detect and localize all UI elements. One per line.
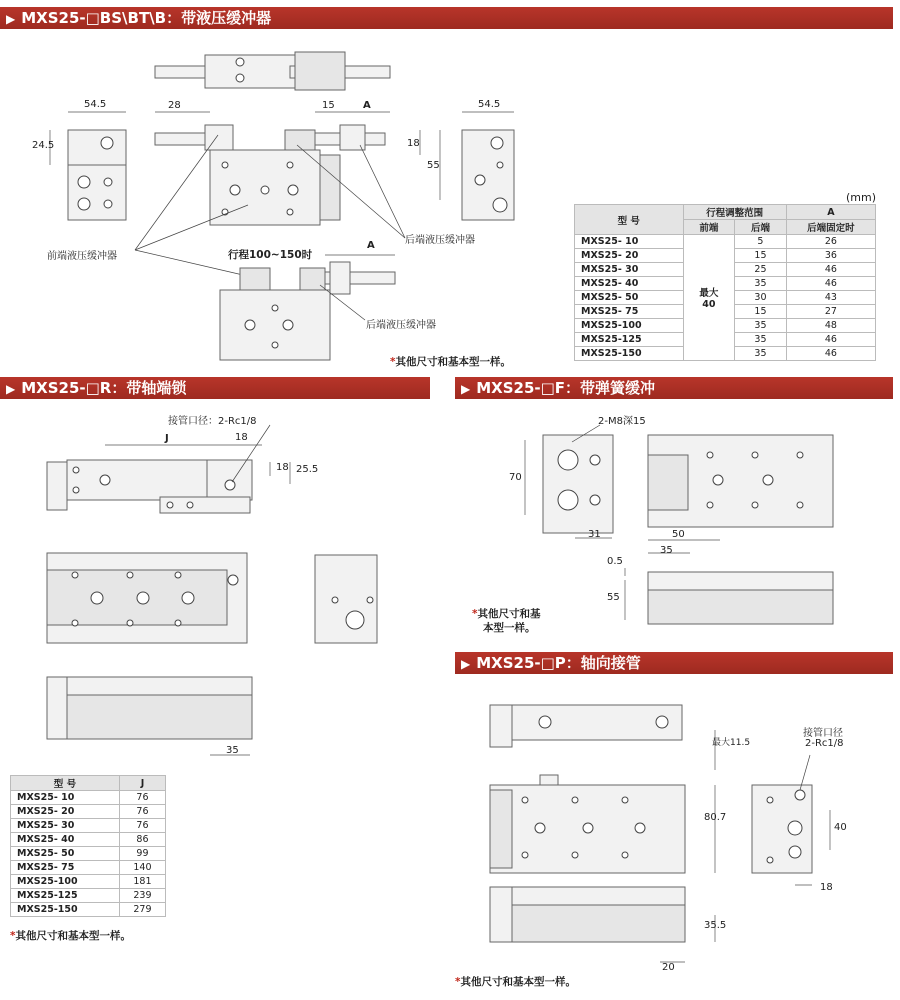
th-fixed: 后端固定时 xyxy=(786,220,875,235)
th-front: 前端 xyxy=(683,220,735,235)
s1-stroke-view xyxy=(220,255,395,360)
table-row xyxy=(11,861,166,875)
th-model: 型 号 xyxy=(575,205,684,235)
unit-label: (mm) xyxy=(846,191,877,204)
cell-model: MXS25- 20 xyxy=(11,805,120,819)
cell-model: MXS25- 10 xyxy=(11,791,120,805)
note-text: 其他尺寸和基 xyxy=(477,608,541,620)
dim-80-7: 80.7 xyxy=(704,812,727,823)
dim-18: 18 xyxy=(407,138,420,149)
cell-a: 48 xyxy=(786,319,875,333)
cell-j: 181 xyxy=(119,875,165,889)
cell-j: 86 xyxy=(119,833,165,847)
dim-18: 18 xyxy=(820,882,833,893)
note-s2 xyxy=(10,928,131,943)
port-label-2: 2-Rc1/8 xyxy=(805,738,844,749)
cell-model: MXS25- 20 xyxy=(575,249,684,263)
cell-rear: 25 xyxy=(735,263,787,277)
s2-side-view xyxy=(47,553,247,643)
s1-top-view xyxy=(155,52,390,90)
star-icon: * xyxy=(472,608,478,620)
note-s4 xyxy=(455,974,576,989)
table-row xyxy=(11,847,166,861)
label-rear-buffer: 后端液压缓冲器 xyxy=(405,235,475,246)
cell-model: MXS25- 75 xyxy=(11,861,120,875)
port-label: 接管口径：2-Rc1/8 xyxy=(168,416,257,427)
note-s1 xyxy=(390,354,511,369)
cell-model: MXS25- 30 xyxy=(11,819,120,833)
cell-a: 26 xyxy=(786,235,875,249)
dim-20: 20 xyxy=(662,962,675,973)
table-row xyxy=(11,805,166,819)
s2-j-table xyxy=(10,775,166,917)
dim-a: A xyxy=(363,100,371,111)
label-front-buffer: 前端液压缓冲器 xyxy=(47,251,117,262)
section-title: MXS25-□R：带轴端锁 xyxy=(21,379,187,397)
dim-35: 35 xyxy=(226,745,239,756)
th-range: 行程调整范围 xyxy=(683,205,786,220)
dim-j: J xyxy=(165,433,169,444)
dim-24-5: 24.5 xyxy=(32,140,55,151)
cell-model: MXS25- 75 xyxy=(575,305,684,319)
cell-a: 36 xyxy=(786,249,875,263)
cell-rear: 35 xyxy=(735,333,787,347)
s4-side-view xyxy=(490,775,715,873)
s4-top-view xyxy=(490,705,715,770)
cell-j: 279 xyxy=(119,903,165,917)
cell-j: 76 xyxy=(119,791,165,805)
triangle-icon: ▶ xyxy=(461,382,471,396)
cell-rear: 15 xyxy=(735,305,787,319)
cell-rear: 35 xyxy=(735,319,787,333)
cell-a: 46 xyxy=(786,263,875,277)
dim-0-5: 0.5 xyxy=(607,556,623,567)
s4-end-view xyxy=(752,755,830,885)
table-row xyxy=(11,791,166,805)
dim-54-5-left: 54.5 xyxy=(84,99,107,110)
cell-model: MXS25-100 xyxy=(11,875,120,889)
section-title: MXS25-□F：带弹簧缓冲 xyxy=(476,379,656,397)
dim-31: 31 xyxy=(588,529,601,540)
cell-a: 46 xyxy=(786,347,875,361)
cell-j: 76 xyxy=(119,819,165,833)
cell-rear: 5 xyxy=(735,235,787,249)
table-row xyxy=(11,819,166,833)
cell-a: 46 xyxy=(786,277,875,291)
s2-bottom-view xyxy=(47,677,252,755)
table-row xyxy=(11,889,166,903)
dim-15: 15 xyxy=(322,100,335,111)
cell-model: MXS25- 30 xyxy=(575,263,684,277)
s3-end-view xyxy=(525,425,613,538)
cell-j: 140 xyxy=(119,861,165,875)
section-title: MXS25-□BS\BT\B：带液压缓冲器 xyxy=(21,9,272,27)
th-j: J xyxy=(119,776,165,791)
s2-end-view xyxy=(315,555,377,643)
dim-25-5: 25.5 xyxy=(296,464,319,475)
th-model: 型 号 xyxy=(11,776,120,791)
dim-55: 55 xyxy=(427,160,440,171)
cell-rear: 15 xyxy=(735,249,787,263)
cell-model: MXS25- 10 xyxy=(575,235,684,249)
triangle-icon: ▶ xyxy=(461,657,471,671)
cell-rear: 30 xyxy=(735,291,787,305)
dim-70: 70 xyxy=(509,472,522,483)
cell-a: 27 xyxy=(786,305,875,319)
table-row xyxy=(575,235,876,249)
dim-35-5: 35.5 xyxy=(704,920,727,931)
s3-side-view xyxy=(648,435,833,540)
note-text: 其他尺寸和基本型一样。 xyxy=(460,976,576,988)
cell-model: MXS25- 40 xyxy=(11,833,120,847)
thread-label: 2-M8深15 xyxy=(598,416,646,427)
cell-rear: 35 xyxy=(735,277,787,291)
dim-40: 40 xyxy=(834,822,847,833)
s4-bottom-view xyxy=(490,887,715,962)
star-icon: * xyxy=(390,356,396,368)
dim-50: 50 xyxy=(672,529,685,540)
th-a: A xyxy=(786,205,875,220)
cell-model: MXS25-100 xyxy=(575,319,684,333)
note-s3-line2: 本型一样。 xyxy=(483,622,536,634)
star-icon: * xyxy=(10,930,16,942)
cell-model: MXS25-125 xyxy=(11,889,120,903)
triangle-icon: ▶ xyxy=(6,382,16,396)
th-rear: 后端 xyxy=(735,220,787,235)
dim-max-11-5: 最大11.5 xyxy=(712,738,751,748)
s1-spec-table xyxy=(574,204,876,361)
section-title: MXS25-□P：轴向接管 xyxy=(476,654,641,672)
cell-j: 99 xyxy=(119,847,165,861)
table-row xyxy=(11,833,166,847)
triangle-icon: ▶ xyxy=(6,12,16,26)
star-icon: * xyxy=(455,976,461,988)
dim-55: 55 xyxy=(607,592,620,603)
dim-a-2: A xyxy=(367,240,375,251)
note-text: 其他尺寸和基本型一样。 xyxy=(395,356,511,368)
cell-model: MXS25- 50 xyxy=(575,291,684,305)
cell-a: 46 xyxy=(786,333,875,347)
cell-model: MXS25- 50 xyxy=(11,847,120,861)
dim-18-side: 18 xyxy=(276,462,289,473)
cell-rear: 35 xyxy=(735,347,787,361)
cell-a: 43 xyxy=(786,291,875,305)
cell-model: MXS25-150 xyxy=(11,903,120,917)
cell-j: 239 xyxy=(119,889,165,903)
label-rear-buffer-2: 后端液压缓冲器 xyxy=(366,320,436,331)
dim-28: 28 xyxy=(168,100,181,111)
cell-model: MXS25- 40 xyxy=(575,277,684,291)
s1-right-end-view xyxy=(462,112,514,220)
cell-model: MXS25-125 xyxy=(575,333,684,347)
note-text: 其他尺寸和基本型一样。 xyxy=(15,930,131,942)
cell-front-range: 最大 40 xyxy=(683,235,735,361)
note-s3-line1 xyxy=(472,606,541,621)
s3-bottom-view xyxy=(625,553,833,624)
table-row xyxy=(11,875,166,889)
cell-model: MXS25-150 xyxy=(575,347,684,361)
dim-35: 35 xyxy=(660,545,673,556)
cell-j: 76 xyxy=(119,805,165,819)
table-row xyxy=(11,903,166,917)
port-label-1: 接管口径 xyxy=(803,728,843,739)
dim-54-5-right: 54.5 xyxy=(478,99,501,110)
label-stroke: 行程100~150时 xyxy=(228,249,313,261)
dim-18-top: 18 xyxy=(235,432,248,443)
s1-left-end-view xyxy=(50,112,126,220)
